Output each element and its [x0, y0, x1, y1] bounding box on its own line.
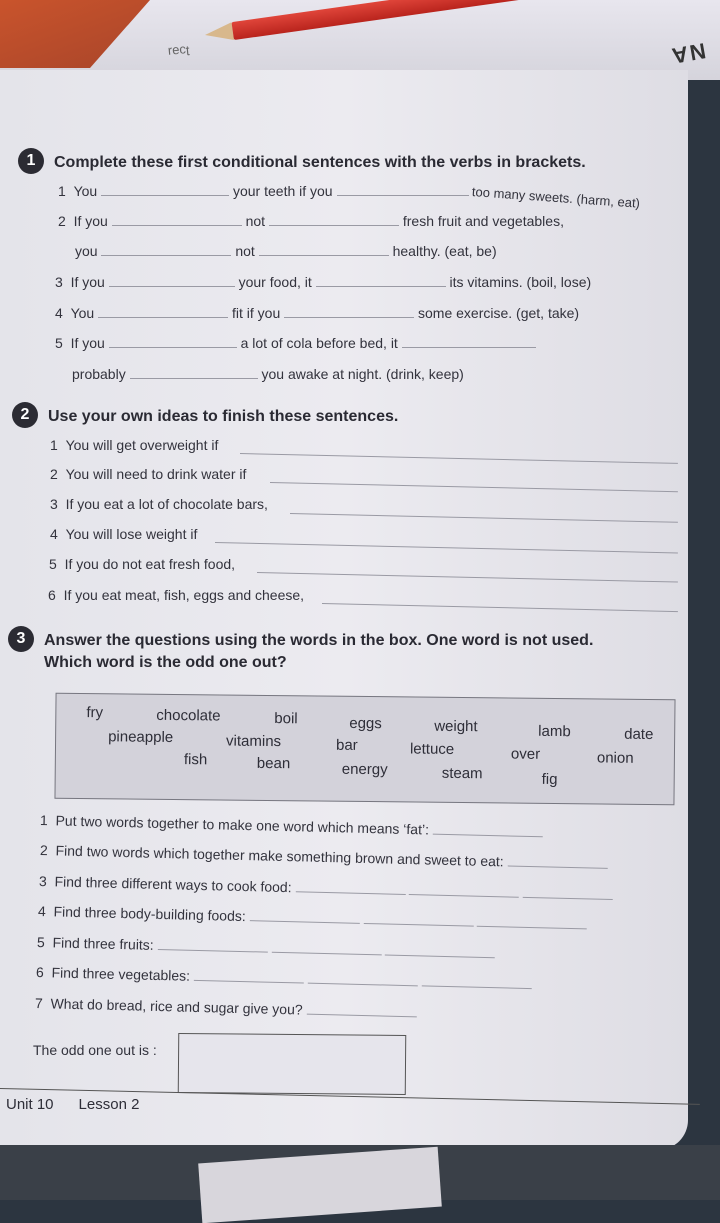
answer-blank[interactable]	[385, 943, 495, 959]
exercise-number-badge: 2	[12, 402, 38, 428]
ex1-row-5: 5 If you a lot of cola before bed, it	[55, 335, 536, 351]
answer-blank[interactable]	[306, 1002, 416, 1018]
exercise-2-title: Use your own ideas to finish these sentences.	[48, 408, 399, 425]
other-book-page	[198, 1147, 442, 1223]
answer-blank[interactable]	[109, 335, 237, 348]
exercise-1-heading	[18, 148, 688, 174]
footer-lesson: Lesson 2	[78, 1096, 140, 1113]
word-box	[54, 693, 675, 805]
answer-blank[interactable]	[101, 243, 231, 256]
ex2-item-1: 1 You will get overweight if	[50, 437, 219, 453]
ex2-item-6: 6 If you eat meat, fish, eggs and cheese,	[48, 587, 305, 603]
word-vitamins: vitamins	[225, 732, 282, 751]
odd-one-out-label: The odd one out is :	[33, 1042, 157, 1058]
answer-blank[interactable]	[523, 885, 613, 900]
ex3-question-2: 2 Find two words which together make something brown and sweet to eat:	[40, 842, 608, 872]
answer-blank[interactable]	[157, 937, 267, 953]
answer-blank[interactable]	[308, 971, 418, 987]
ex1-row-3: 3 If you your food, it its vitamins. (boil, lose)	[55, 274, 592, 290]
answer-blank[interactable]	[316, 274, 446, 287]
answer-blank[interactable]	[269, 213, 399, 226]
ex1-row-2b: you not healthy. (eat, be)	[75, 243, 497, 259]
word-fig: fig	[541, 770, 558, 789]
footer-unit: Unit 10	[6, 1096, 54, 1113]
exercise-2-heading	[12, 402, 682, 428]
answer-blank[interactable]	[402, 335, 536, 348]
book-corner	[0, 0, 150, 68]
answer-blank[interactable]	[284, 305, 414, 318]
word-pineapple: pineapple	[108, 728, 174, 746]
exercise-3-title-line1: Answer the questions using the words in the box. One word is not used.	[44, 632, 594, 649]
answer-blank[interactable]	[477, 914, 587, 930]
ex2-item-3: 3 If you eat a lot of chocolate bars,	[50, 496, 268, 512]
answer-blank[interactable]	[194, 968, 304, 984]
word-chocolate: chocolate	[156, 706, 221, 725]
answer-blank[interactable]	[250, 908, 360, 924]
answer-blank[interactable]	[337, 183, 469, 196]
ex3-question-4: 4 Find three body-building foods:	[38, 903, 588, 932]
word-steam: steam	[441, 764, 483, 783]
answer-blank[interactable]	[295, 879, 405, 895]
ex3-question-5: 5 Find three fruits:	[37, 934, 496, 961]
ex3-question-1: 1 Put two words together to make one word which means ‘fat’:	[40, 812, 543, 840]
answer-blank[interactable]	[101, 183, 229, 196]
exercise-3-heading	[8, 626, 688, 674]
word-date: date	[624, 725, 654, 744]
answer-blank[interactable]	[409, 882, 519, 898]
word-eggs: eggs	[349, 714, 382, 733]
upside-down-heading: NA	[668, 38, 708, 69]
exercise-number-badge: 3	[8, 626, 34, 652]
word-boil: boil	[274, 710, 298, 728]
answer-blank[interactable]	[98, 305, 228, 318]
answer-blank[interactable]	[363, 911, 473, 927]
answer-blank[interactable]	[130, 366, 258, 379]
ex1-row-1: 1 You your teeth if you too many sweets. (harm, eat)	[58, 183, 641, 211]
exercise-3-title-line2: Which word is the odd one out?	[44, 654, 287, 671]
exercise-1-title: Complete these first conditional sentences with the verbs in brackets.	[54, 154, 586, 171]
answer-blank[interactable]	[259, 243, 389, 256]
word-bean: bean	[256, 754, 291, 773]
ex2-item-4: 4 You will lose weight if	[50, 526, 198, 542]
workbook-page	[0, 70, 688, 1150]
answer-blank[interactable]	[109, 274, 235, 287]
answer-blank[interactable]	[112, 213, 242, 226]
upside-down-text: ʇɔǝɹ	[167, 43, 191, 60]
answer-blank[interactable]	[433, 822, 543, 838]
word-fish: fish	[183, 751, 208, 769]
word-lamb: lamb	[538, 722, 571, 741]
ex1-row-4: 4 You fit if you some exercise. (get, take)	[55, 305, 580, 321]
ex3-question-6: 6 Find three vegetables:	[36, 964, 532, 992]
ex2-item-2: 2 You will need to drink water if	[50, 466, 247, 482]
ex3-question-7: 7 What do bread, rice and sugar give you?	[35, 995, 417, 1020]
word-energy: energy	[341, 760, 388, 779]
answer-blank[interactable]	[271, 940, 381, 956]
word-onion: onion	[596, 749, 634, 767]
photo-bottom-background	[0, 1145, 720, 1200]
odd-one-out-box[interactable]	[178, 1033, 407, 1095]
word-bar: bar	[335, 736, 358, 754]
word-weight: weight	[434, 717, 478, 736]
ex2-item-5: 5 If you do not eat fresh food,	[49, 556, 236, 572]
ex3-question-3: 3 Find three different ways to cook food:	[39, 873, 614, 903]
exercise-number-badge: 1	[18, 148, 44, 174]
ex1-row-2: 2 If you not fresh fruit and vegetables,	[58, 213, 564, 229]
answer-blank[interactable]	[507, 853, 607, 868]
word-lettuce: lettuce	[409, 740, 455, 758]
word-fry: fry	[86, 704, 104, 722]
answer-blank[interactable]	[422, 973, 532, 989]
page-footer	[6, 1096, 139, 1113]
word-over: over	[510, 745, 541, 763]
ex1-row-5b: probably you awake at night. (drink, keep)	[72, 366, 464, 382]
